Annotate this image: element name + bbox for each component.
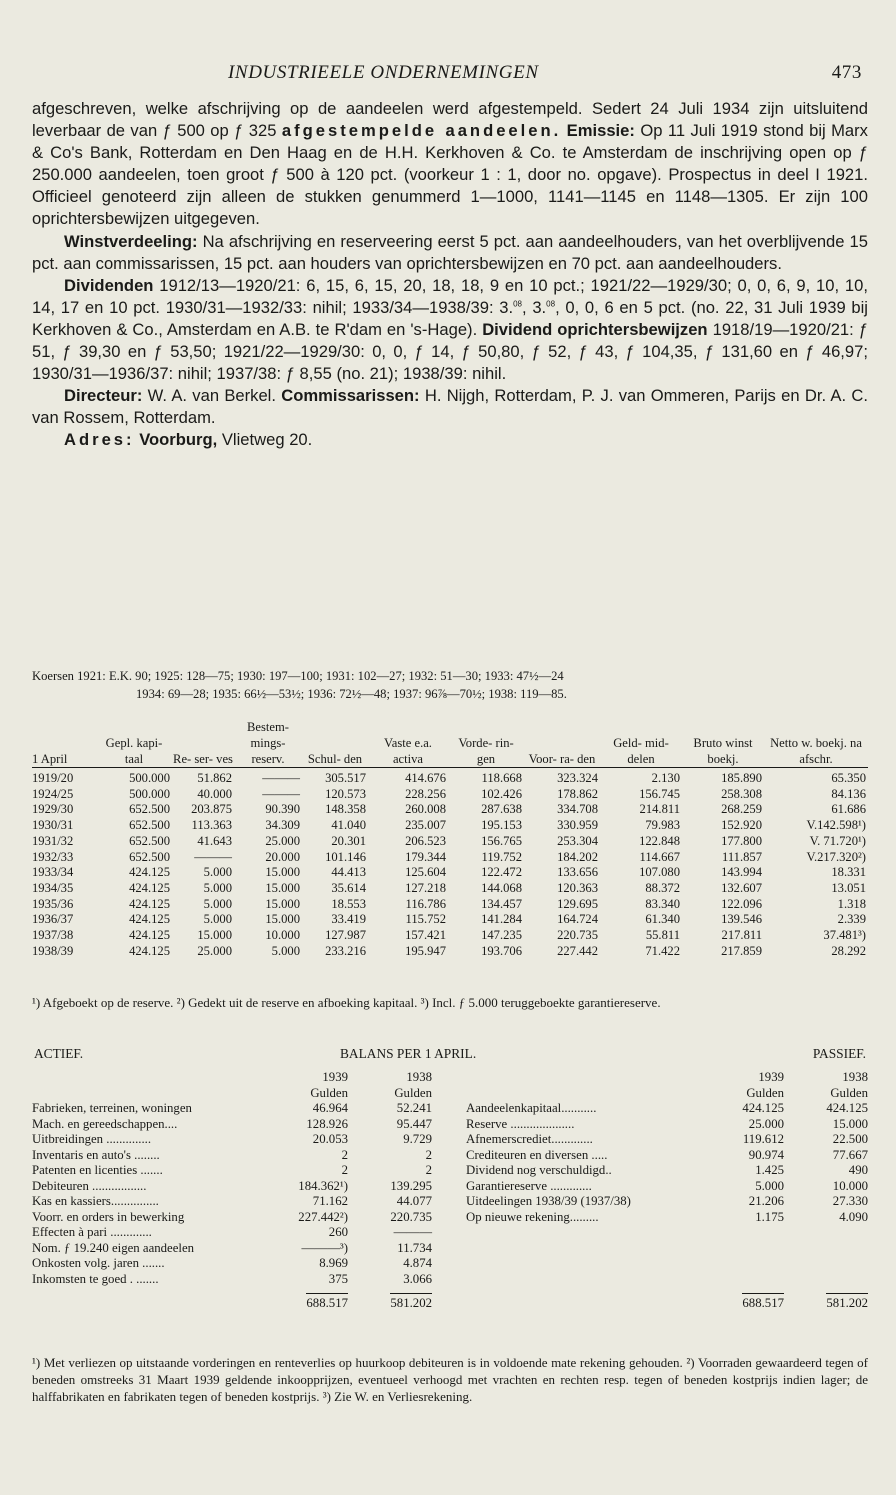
table-row bbox=[32, 768, 868, 787]
actief-row bbox=[32, 1256, 432, 1272]
table-cell: 18.331 bbox=[831, 865, 866, 880]
table-cell: 133.656 bbox=[557, 865, 598, 880]
paragraph-directie: Directeur: W. A. van Berkel. Commissarissen: H. Nijgh, Rotterdam, P. J. van Ommeren, Parijs en Dr. A. C. van Rossem, Rotterdam. bbox=[32, 386, 868, 428]
actief-row bbox=[32, 1101, 432, 1117]
actief-row bbox=[32, 1225, 432, 1241]
table-row bbox=[32, 850, 868, 866]
label-adres: Adres: bbox=[64, 430, 135, 450]
table-cell: 652.500 bbox=[129, 833, 170, 848]
passief-label: Op nieuwe rekening......... bbox=[466, 1209, 599, 1224]
table-cell: 61.340 bbox=[645, 912, 680, 927]
actief-row bbox=[32, 1194, 432, 1210]
row-year: 1935/36 bbox=[32, 896, 74, 911]
table-cell: 152.920 bbox=[721, 818, 762, 833]
running-title: INDUSTRIEELE ONDERNEMINGEN bbox=[228, 62, 539, 83]
table-cell: 107.080 bbox=[639, 865, 680, 880]
spacer-row bbox=[466, 1241, 868, 1257]
actief-total-row bbox=[32, 1287, 432, 1312]
table-cell: 305.517 bbox=[325, 771, 366, 785]
actief-value: 2 bbox=[341, 1163, 348, 1177]
table-row bbox=[32, 897, 868, 913]
passief-label: Afnemerscrediet............. bbox=[466, 1132, 593, 1146]
actief-value: 9.729 bbox=[403, 1132, 432, 1146]
passief-value: 10.000 bbox=[832, 1178, 868, 1193]
table-cell: 71.422 bbox=[645, 943, 680, 958]
row-year: 1937/38 bbox=[32, 928, 74, 943]
table-cell: 500.000 bbox=[129, 771, 170, 785]
row-year: 1932/33 bbox=[32, 849, 74, 864]
table-cell: 424.125 bbox=[129, 912, 170, 927]
table-cell: 90.390 bbox=[265, 802, 300, 817]
passief-table bbox=[466, 1069, 868, 1312]
passief-value: 424.125 bbox=[826, 1101, 868, 1115]
table-cell: 217.859 bbox=[721, 943, 762, 958]
table-cell: 15.000 bbox=[265, 880, 300, 895]
actief-value: ———³) bbox=[301, 1240, 348, 1255]
column-header: Re- ser- ves bbox=[172, 719, 234, 768]
table-cell: 15.000 bbox=[265, 896, 300, 911]
passief-value: 4.090 bbox=[839, 1209, 868, 1224]
column-header: Geld- mid- delen bbox=[600, 719, 682, 768]
actief-label: Effecten à pari ............. bbox=[32, 1225, 152, 1239]
company-description bbox=[32, 98, 868, 452]
table-cell: 15.000 bbox=[265, 912, 300, 927]
paragraph-emissie: afgeschreven, welke afschrijving op de aandeelen werd afgestempeld. Sedert 24 Juli 1934 zijn uitsluitend leverbaar de van ƒ 500 op ƒ 325 afgestempelde aandeelen. Emissie: Op 11 Juli 1919 stond bij Marx & Co's Bank, Rotterdam en Den Haag en de H.H. Kerkhoven & Co. te Amsterdam de inschrijving open op ƒ 250.000 aandeelen, toen groot ƒ 500 à 120 pct. (voorkeur 1 : 1, door no. opgave). Prospectus in deel I 1921. Officieel genoteerd zijn alleen de stukken genummerd 1—1000, 1141—1145 en 1148—1305. Er zijn 100 oprichtersbewijzen uitgegeven. bbox=[32, 99, 868, 229]
actief-value: 3.066 bbox=[403, 1271, 432, 1286]
passief-total: 688.517 bbox=[742, 1293, 784, 1312]
passief-row bbox=[466, 1210, 868, 1226]
actief-value: 128.926 bbox=[306, 1116, 348, 1131]
table-cell: 127.987 bbox=[325, 928, 366, 943]
table-cell: 132.607 bbox=[721, 880, 762, 895]
actief-value: 11.734 bbox=[397, 1240, 432, 1255]
table-cell: 228.256 bbox=[405, 786, 446, 801]
table-cell: 2.130 bbox=[651, 771, 680, 785]
table-cell: 79.983 bbox=[645, 818, 680, 833]
table-cell: V.217.320²) bbox=[806, 849, 866, 864]
table-cell: 5.000 bbox=[271, 943, 300, 958]
koersen-line-2: 1934: 69—28; 1935: 66½—53½; 1936: 72½—48; 1937: 96⅞—70½; 1938: 119—85. bbox=[136, 687, 567, 701]
passief-value: 90.974 bbox=[748, 1147, 784, 1162]
table-cell: 10.000 bbox=[265, 928, 300, 943]
row-year: 1919/20 bbox=[32, 771, 74, 785]
actief-total: 688.517 bbox=[306, 1293, 348, 1312]
koersen-line-1: Koersen 1921: E.K. 90; 1925: 128—75; 1930: 197—100; 1931: 102—27; 1932: 51—30; 1933: 47½—24 bbox=[32, 669, 564, 683]
table-cell: 268.259 bbox=[721, 802, 762, 817]
actief-value: 2 bbox=[425, 1147, 432, 1162]
table-cell: 334.708 bbox=[557, 802, 598, 817]
passief-row bbox=[466, 1101, 868, 1117]
table-cell: 141.284 bbox=[481, 912, 522, 927]
actief-value: 2 bbox=[425, 1163, 432, 1177]
table-cell: 15.000 bbox=[197, 928, 232, 943]
page-header bbox=[32, 62, 868, 88]
table-cell: 177.800 bbox=[721, 833, 762, 848]
table-row bbox=[32, 928, 868, 944]
table-header-row bbox=[32, 719, 868, 768]
table-cell: 125.604 bbox=[405, 865, 446, 880]
actief-row bbox=[32, 1117, 432, 1133]
table-cell: 122.848 bbox=[639, 833, 680, 848]
actief-value: 227.442²) bbox=[298, 1209, 348, 1224]
table-cell: 193.706 bbox=[481, 943, 522, 958]
table-cell: 84.136 bbox=[831, 786, 866, 801]
actief-label: Fabrieken, terreinen, woningen bbox=[32, 1101, 192, 1115]
actief-value: 46.964 bbox=[312, 1101, 348, 1115]
table-cell: 179.344 bbox=[405, 849, 446, 864]
table-cell: 5.000 bbox=[203, 880, 232, 895]
table-cell: 127.218 bbox=[405, 880, 446, 895]
actief-label: Mach. en gereedschappen.... bbox=[32, 1116, 178, 1131]
table-row bbox=[32, 944, 868, 960]
table-cell: 33.419 bbox=[331, 912, 366, 927]
table-cell: 34.309 bbox=[265, 818, 300, 833]
table-cell: 235.007 bbox=[405, 818, 446, 833]
table-cell: 203.875 bbox=[191, 802, 232, 817]
row-year: 1929/30 bbox=[32, 802, 74, 817]
passief-title: PASSIEF. bbox=[812, 1046, 866, 1061]
actief-value: 52.241 bbox=[396, 1101, 432, 1115]
actief-value: 260 bbox=[328, 1225, 348, 1239]
table-cell: 20.000 bbox=[265, 849, 300, 864]
passief-value: 77.667 bbox=[832, 1147, 868, 1162]
actief-unit-row: Gulden Gulden bbox=[310, 1086, 432, 1100]
table-cell: 424.125 bbox=[129, 896, 170, 911]
table-cell: 18.553 bbox=[331, 896, 366, 911]
actief-label: Voorr. en orders in bewerking bbox=[32, 1209, 185, 1224]
table-body bbox=[32, 768, 868, 960]
table-cell: 28.292 bbox=[831, 943, 866, 958]
table-cell: 233.216 bbox=[325, 943, 366, 958]
table-cell: 119.752 bbox=[481, 849, 522, 864]
passief-row bbox=[466, 1117, 868, 1133]
table-cell: 44.413 bbox=[331, 865, 366, 880]
row-year: 1934/35 bbox=[32, 880, 74, 895]
table-cell: 61.686 bbox=[831, 802, 866, 817]
passief-value: 490 bbox=[848, 1163, 868, 1177]
table-cell: 195.947 bbox=[405, 943, 446, 958]
table-cell: 156.765 bbox=[481, 833, 522, 848]
row-year: 1938/39 bbox=[32, 943, 74, 958]
table-cell: 260.008 bbox=[405, 802, 446, 817]
table-cell: 88.372 bbox=[645, 880, 680, 895]
actief-value: 8.969 bbox=[319, 1256, 348, 1270]
actief-label: Uitbreidingen .............. bbox=[32, 1132, 152, 1146]
column-header: Schul- den bbox=[302, 719, 368, 768]
table-cell: 118.668 bbox=[481, 771, 522, 785]
table-cell: ——— bbox=[262, 786, 300, 801]
table-cell: 111.857 bbox=[722, 849, 762, 864]
table-cell: 253.304 bbox=[557, 833, 598, 848]
passief-unit-row: Gulden Gulden bbox=[746, 1086, 868, 1100]
table-cell: 13.051 bbox=[831, 880, 866, 895]
table-cell: 5.000 bbox=[203, 912, 232, 927]
koersen-block bbox=[32, 667, 868, 703]
passief-label: Uitdeelingen 1938/39 (1937/38) bbox=[466, 1194, 631, 1208]
table-cell: 652.500 bbox=[129, 802, 170, 817]
actief-row bbox=[32, 1132, 432, 1148]
label-commissarissen: Commissarissen: bbox=[281, 386, 420, 406]
actief-total: 581.202 bbox=[390, 1293, 432, 1312]
spacer-row bbox=[466, 1256, 868, 1272]
paragraph-winstverdeeling: Winstverdeeling: Na afschrijving en reserveering eerst 5 pct. aan aandeelhouders, van het overblijvende 15 pct. aan commissarissen, 15 pct. aan houders van oprichtersbewijzen en 70 pct. aan aandeelhouders. bbox=[32, 231, 868, 273]
table-cell: 424.125 bbox=[129, 928, 170, 943]
passief-value: 1.175 bbox=[755, 1209, 784, 1224]
table-cell: 120.363 bbox=[557, 880, 598, 895]
table-cell: 652.500 bbox=[129, 818, 170, 833]
actief-row bbox=[32, 1272, 432, 1288]
table-cell: 227.442 bbox=[557, 943, 598, 958]
table-cell: 143.994 bbox=[721, 865, 762, 880]
table-cell: 25.000 bbox=[265, 833, 300, 848]
label-dividend-oprichters: Dividend oprichtersbewijzen bbox=[482, 319, 708, 339]
column-header: Bruto winst boekj. bbox=[682, 719, 764, 768]
table-cell: V.142.598¹) bbox=[806, 818, 866, 833]
table-cell: 102.426 bbox=[481, 786, 522, 801]
passief-year-row: 1939 1938 bbox=[758, 1070, 868, 1084]
actief-value: 44.077 bbox=[396, 1194, 432, 1208]
passief-value: 22.500 bbox=[832, 1132, 868, 1146]
table-cell: ——— bbox=[194, 849, 232, 864]
table-row bbox=[32, 818, 868, 834]
actief-label: Inkomsten te goed . ....... bbox=[32, 1271, 159, 1286]
column-header: Netto w. boekj. na afschr. bbox=[764, 719, 868, 768]
passief-value: 424.125 bbox=[742, 1101, 784, 1115]
table-cell: 37.481³) bbox=[823, 928, 866, 943]
actief-value: 20.053 bbox=[312, 1132, 348, 1146]
passief-row bbox=[466, 1194, 868, 1210]
table-cell: 220.735 bbox=[557, 928, 598, 943]
table-cell: 195.153 bbox=[481, 818, 522, 833]
table-cell: 258.308 bbox=[721, 786, 762, 801]
actief-value: 184.362¹) bbox=[298, 1178, 348, 1193]
table-cell: 20.301 bbox=[331, 833, 366, 848]
column-header: Vorde- rin- gen bbox=[448, 719, 524, 768]
actief-row bbox=[32, 1148, 432, 1164]
table-cell: 206.523 bbox=[405, 833, 446, 848]
row-year: 1931/32 bbox=[32, 833, 74, 848]
table-cell: 330.959 bbox=[557, 818, 598, 833]
table-row bbox=[32, 912, 868, 928]
passief-value: 15.000 bbox=[832, 1116, 868, 1131]
label-directeur: Directeur: bbox=[64, 386, 143, 406]
passief-value: 1.425 bbox=[755, 1163, 784, 1177]
table-cell: 129.695 bbox=[557, 896, 598, 911]
financial-history-table bbox=[32, 719, 868, 959]
row-year: 1924/25 bbox=[32, 786, 74, 801]
actief-label: Inventaris en auto's ........ bbox=[32, 1147, 160, 1162]
label-winstverdeeling: Winstverdeeling: bbox=[64, 231, 198, 251]
table-cell: 120.573 bbox=[325, 786, 366, 801]
table-cell: 1.318 bbox=[837, 896, 866, 911]
actief-label: Onkosten volg. jaren ....... bbox=[32, 1256, 165, 1270]
passief-label: Garantiereserve ............. bbox=[466, 1178, 592, 1193]
balans-footnotes: ¹) Met verliezen op uitstaande vorderingen en renteverlies op huurkoop debiteuren is in voldoende mate rekening gehouden. ²) Voorraden gewaardeerd tegen of beneden omstreeks 31 Maart 1939 geldende inkoopprijzen, eventueel verhoogd met vrachten en rechten resp. tegen of beneden kostprijs indien lager; de halffabrikaten en fabrikaten tegen of beneden kostprijs. ³) Zie W. en Verliesrekening. bbox=[32, 1355, 868, 1404]
table-cell: 101.146 bbox=[325, 849, 366, 864]
table-cell: 2.339 bbox=[837, 912, 866, 927]
page-number: 473 bbox=[831, 62, 862, 83]
actief-label: Nom. ƒ 19.240 eigen aandeelen bbox=[32, 1240, 195, 1255]
paragraph-dividenden: Dividenden 1912/13—1920/21: 6, 15, 6, 15, 20, 18, 18, 9 en 10 pct.; 1921/22—1929/30; 0, 0, 6, 9, 10, 10, 14, 17 en 10 pct. 1930/31—1932/33: nihil; 1933/34—1938/39: 3.08, 3.08, 0, 0, 6 en 5 pct. (no. 22, 31 Juli 1939 bij Kerkhoven & Co., Amsterdam en A.B. te R'dam en 's-Hage). Dividend oprichtersbewijzen 1918/19—1920/21: ƒ 51, ƒ 39,30 en ƒ 53,50; 1921/22—1929/30: 0, 0, ƒ 14, ƒ 50,80, ƒ 52, ƒ 43, ƒ 104,35, ƒ 131,60 en ƒ 46,97; 1930/31—1936/37: nihil; 1937/38: ƒ 8,55 (no. 21); 1938/39: nihil. bbox=[32, 275, 868, 384]
table-cell: 323.324 bbox=[557, 771, 598, 785]
table-cell: 134.457 bbox=[481, 896, 522, 911]
table-cell: 122.096 bbox=[721, 896, 762, 911]
table-cell: 40.000 bbox=[197, 786, 232, 801]
actief-label: Patenten en licenties ....... bbox=[32, 1163, 163, 1177]
spacer-row bbox=[466, 1272, 868, 1288]
table-row bbox=[32, 834, 868, 850]
table-cell: 113.363 bbox=[191, 818, 232, 833]
table-row bbox=[32, 865, 868, 881]
table-cell: 214.811 bbox=[639, 802, 680, 817]
balans-heading bbox=[32, 1046, 868, 1066]
actief-value: 139.295 bbox=[390, 1178, 432, 1193]
table-cell: 652.500 bbox=[129, 849, 170, 864]
table-cell: 116.786 bbox=[405, 896, 446, 911]
passief-total-row bbox=[466, 1287, 868, 1312]
table-cell: 424.125 bbox=[129, 865, 170, 880]
passief-row bbox=[466, 1179, 868, 1195]
table-cell: 15.000 bbox=[265, 865, 300, 880]
passief-row bbox=[466, 1148, 868, 1164]
table-cell: 157.421 bbox=[405, 928, 446, 943]
actief-table bbox=[32, 1069, 432, 1312]
table-cell: 144.068 bbox=[481, 880, 522, 895]
table-cell: 115.752 bbox=[405, 912, 446, 927]
table-cell: 114.667 bbox=[639, 849, 680, 864]
actief-row bbox=[32, 1210, 432, 1226]
row-year: 1936/37 bbox=[32, 912, 74, 927]
table-cell: 65.350 bbox=[831, 771, 866, 785]
passief-value: 119.612 bbox=[742, 1132, 784, 1146]
column-header: Voor- ra- den bbox=[524, 719, 600, 768]
table-cell: 122.472 bbox=[481, 865, 522, 880]
table-cell: 217.811 bbox=[721, 928, 762, 943]
actief-year-row: 1939 1938 bbox=[322, 1070, 432, 1084]
table-cell: 5.000 bbox=[203, 865, 232, 880]
table-cell: 184.202 bbox=[557, 849, 598, 864]
table-cell: 414.676 bbox=[405, 771, 446, 785]
actief-label: Kas en kassiers............... bbox=[32, 1194, 159, 1208]
passief-label: Aandeelenkapitaal........... bbox=[466, 1101, 597, 1115]
table-cell: 424.125 bbox=[129, 943, 170, 958]
actief-row bbox=[32, 1179, 432, 1195]
passief-value: 21.206 bbox=[748, 1194, 784, 1208]
table-row bbox=[32, 802, 868, 818]
table-cell: 139.546 bbox=[721, 912, 762, 927]
table-cell: 148.358 bbox=[325, 802, 366, 817]
spacer-row bbox=[466, 1225, 868, 1241]
table-cell: 41.040 bbox=[331, 818, 366, 833]
table-cell: 500.000 bbox=[129, 786, 170, 801]
actief-title: ACTIEF. bbox=[34, 1046, 84, 1061]
row-year: 1930/31 bbox=[32, 818, 74, 833]
passief-value: 25.000 bbox=[748, 1116, 784, 1131]
row-year: 1933/34 bbox=[32, 865, 74, 880]
table-cell: 5.000 bbox=[203, 896, 232, 911]
table-row bbox=[32, 787, 868, 803]
table-cell: 83.340 bbox=[645, 896, 680, 911]
column-header: Bestem- mings- reserv. bbox=[234, 719, 302, 768]
table-cell: 178.862 bbox=[557, 786, 598, 801]
actief-value: 95.447 bbox=[396, 1116, 432, 1131]
table-footnotes: ¹) Afgeboekt op de reserve. ²) Gedekt uit de reserve en afboeking kapitaal. ³) Incl. ƒ 5.000 teruggeboekte garantiereserve. bbox=[32, 995, 661, 1010]
table-cell: V. 71.720¹) bbox=[809, 833, 866, 848]
passief-label: Crediteuren en diversen ..... bbox=[466, 1147, 608, 1162]
passief-row bbox=[466, 1163, 868, 1179]
table-cell: 147.235 bbox=[481, 928, 522, 943]
actief-row bbox=[32, 1241, 432, 1257]
passief-label: Reserve .................... bbox=[466, 1116, 575, 1131]
table-cell: 41.643 bbox=[197, 833, 232, 848]
passief-total: 581.202 bbox=[826, 1293, 868, 1312]
table-cell: ——— bbox=[262, 771, 300, 785]
spaced-term: afgestempelde aandeelen. bbox=[281, 121, 562, 141]
table-row bbox=[32, 881, 868, 897]
table-cell: 287.638 bbox=[481, 802, 522, 817]
table-cell: 424.125 bbox=[129, 880, 170, 895]
column-header: 1 April bbox=[32, 719, 96, 768]
column-header: Gepl. kapi- taal bbox=[96, 719, 172, 768]
table-cell: 164.724 bbox=[557, 912, 598, 927]
paragraph-adres: Adres: Voorburg, Vlietweg 20. bbox=[64, 430, 313, 450]
table-cell: 51.862 bbox=[197, 771, 232, 785]
actief-value: 71.162 bbox=[312, 1194, 348, 1208]
actief-value: 4.874 bbox=[403, 1256, 432, 1270]
label-dividenden: Dividenden bbox=[64, 275, 154, 295]
actief-value: 2 bbox=[341, 1147, 348, 1162]
actief-label: Debiteuren ................. bbox=[32, 1178, 147, 1193]
passief-value: 27.330 bbox=[832, 1194, 868, 1208]
label-emissie: Emissie: bbox=[566, 121, 635, 141]
table-cell: 156.745 bbox=[639, 786, 680, 801]
table-cell: 55.811 bbox=[645, 928, 680, 943]
actief-value: 375 bbox=[328, 1271, 348, 1286]
actief-value: ——— bbox=[393, 1225, 432, 1239]
balans-title: BALANS PER 1 APRIL. bbox=[340, 1046, 477, 1061]
actief-row bbox=[32, 1163, 432, 1179]
passief-row bbox=[466, 1132, 868, 1148]
table-cell: 35.614 bbox=[331, 880, 366, 895]
table-cell: 185.890 bbox=[721, 771, 762, 785]
column-header: Vaste e.a. activa bbox=[368, 719, 448, 768]
passief-label: Dividend nog verschuldigd.. bbox=[466, 1163, 612, 1177]
table-cell: 25.000 bbox=[197, 943, 232, 958]
passief-value: 5.000 bbox=[755, 1178, 784, 1193]
actief-value: 220.735 bbox=[390, 1209, 432, 1224]
